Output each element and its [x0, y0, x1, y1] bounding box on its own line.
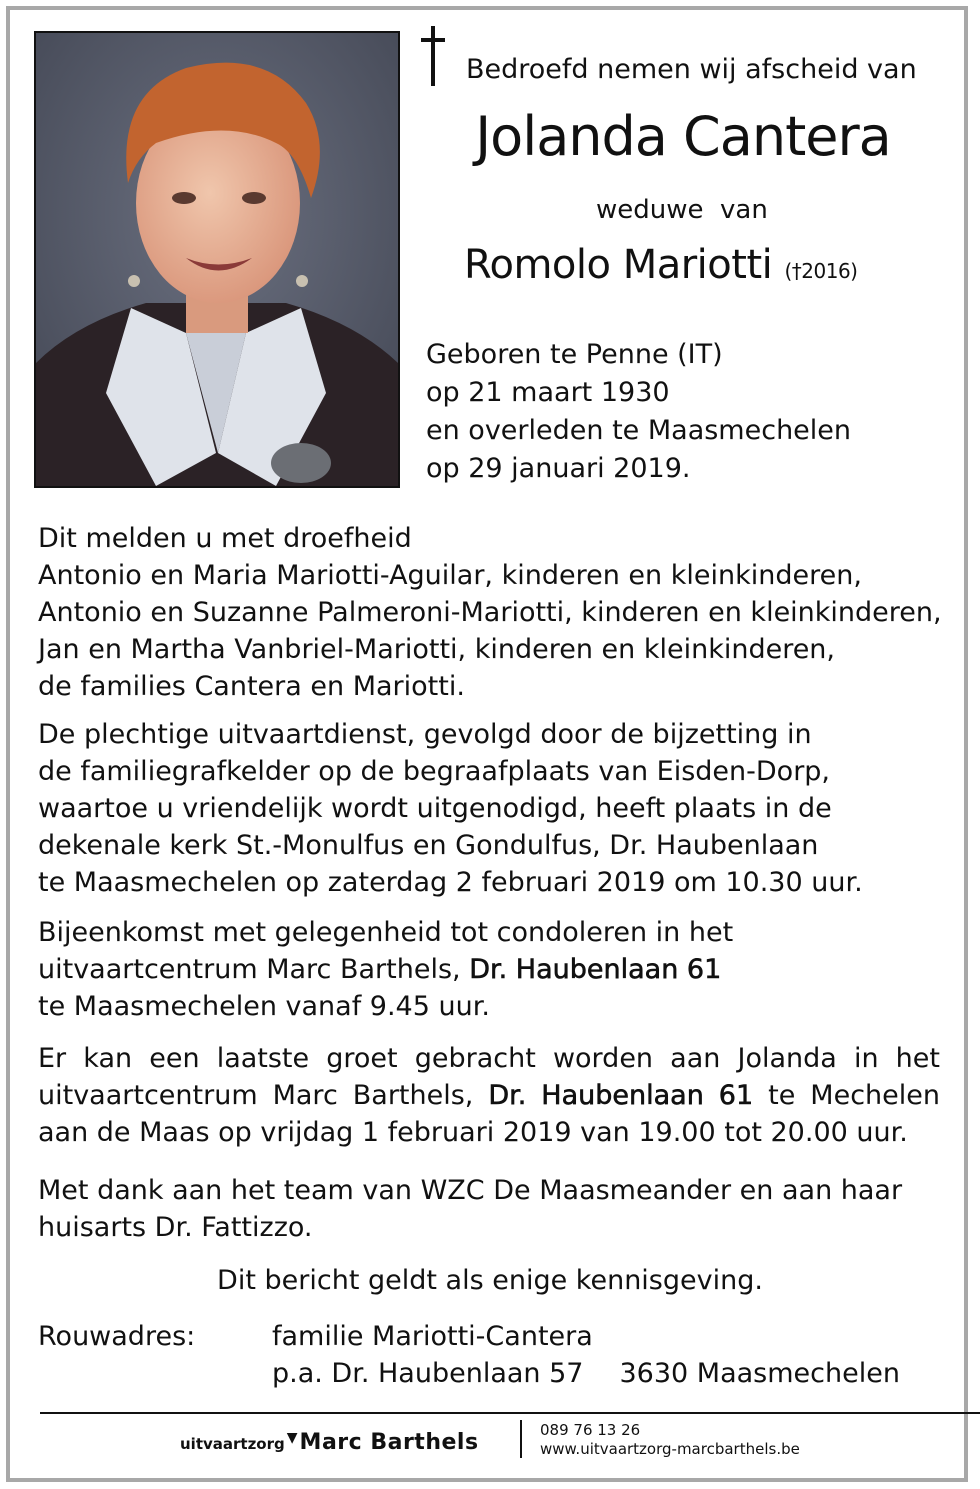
footer-contact [540, 1421, 800, 1459]
announce-line: Jan en Martha Vanbriel-Mariotti, kinderen en kleinkinderen, [38, 634, 836, 665]
gathering-block [38, 914, 733, 1025]
gathering-line2-text: uitvaartcentrum Marc Barthels, [38, 954, 470, 985]
footer-website: www.uitvaartzorg-marcbarthels.be [540, 1440, 800, 1458]
address-street: p.a. Dr. Haubenlaan 57 [272, 1358, 584, 1389]
announce-line: Antonio en Suzanne Palmeroni-Mariotti, kinderen en kleinkinderen, [38, 597, 942, 628]
announce-line: Antonio en Maria Mariotti-Aguilar, kinderen en kleinkinderen, [38, 560, 862, 591]
last-greeting-text: Er kan een laatste groet gebracht worden aan Jolanda in het uitvaartcentrum Marc Barthels, [38, 1043, 940, 1111]
triangle-icon: ▼ [286, 1430, 298, 1446]
birth-line: Geboren te Penne (IT) [426, 339, 723, 370]
address-label: Rouwadres: [38, 1321, 196, 1352]
last-greeting-text-end: te Mechelen aan de Maas op vrijdag 1 februari 2019 van 19.00 tot 20.00 uur. [38, 1080, 940, 1148]
last-greeting-block [38, 1040, 940, 1151]
funeral-home-logo [180, 1430, 479, 1455]
funeral-line: de familiegrafkelder op de begraafplaats van Eisden-Dorp, [38, 756, 831, 787]
footer-divider [40, 1412, 980, 1414]
gathering-address: Dr. Haubenlaan 61 [469, 954, 722, 985]
address-line: familie Mariotti-Cantera [272, 1321, 593, 1352]
thanks-block: Met dank aan het team van WZC De Maasmeander en aan haar huisarts Dr. Fattizzo. [38, 1175, 903, 1243]
spouse-name [464, 238, 857, 298]
announcement-block [38, 520, 942, 705]
funeral-line: dekenale kerk St.-Monulfus en Gondulfus, Dr. Haubenlaan [38, 830, 819, 861]
address-city: 3630 Maasmechelen [619, 1358, 900, 1389]
spouse-name-text: Romolo Mariotti [464, 242, 773, 288]
birth-death-block [426, 336, 851, 488]
footer-phone: 089 76 13 26 [540, 1421, 641, 1439]
funeral-block [38, 716, 863, 901]
notice-text: Dit bericht geldt als enige kennisgeving. [217, 1265, 763, 1296]
gathering-line [38, 951, 733, 988]
funeral-line: waartoe u vriendelijk wordt uitgenodigd, heeft plaats in de [38, 793, 832, 824]
address-block [272, 1318, 900, 1392]
logo-brand: Marc Barthels [299, 1430, 479, 1455]
birth-line: op 21 maart 1930 [426, 377, 670, 408]
gathering-line: Bijeenkomst met gelegenheid tot condoleren in het [38, 917, 734, 948]
announce-line: de families Cantera en Mariotti. [38, 671, 465, 702]
announce-line: Dit melden u met droefheid [38, 523, 412, 554]
widow-of-text: weduwe van [596, 195, 768, 225]
funeral-line: te Maasmechelen op zaterdag 2 februari 2019 om 10.30 uur. [38, 867, 863, 898]
intro-text: Bedroefd nemen wij afscheid van [466, 54, 917, 85]
footer-separator [520, 1420, 522, 1458]
funeral-line: De plechtige uitvaartdienst, gevolgd door de bijzetting in [38, 719, 812, 750]
logo-prefix: uitvaartzorg [180, 1435, 285, 1453]
gathering-line: te Maasmechelen vanaf 9.45 uur. [38, 991, 490, 1022]
portrait-photo [34, 31, 400, 488]
spouse-death-year: (†2016) [784, 259, 858, 283]
deceased-name: Jolanda Cantera [475, 105, 891, 168]
birth-line: op 29 januari 2019. [426, 453, 691, 484]
birth-line: en overleden te Maasmechelen [426, 415, 852, 446]
last-greeting-address: Dr. Haubenlaan 61 [488, 1080, 754, 1111]
cross-icon [421, 26, 445, 86]
address-line [272, 1355, 900, 1392]
